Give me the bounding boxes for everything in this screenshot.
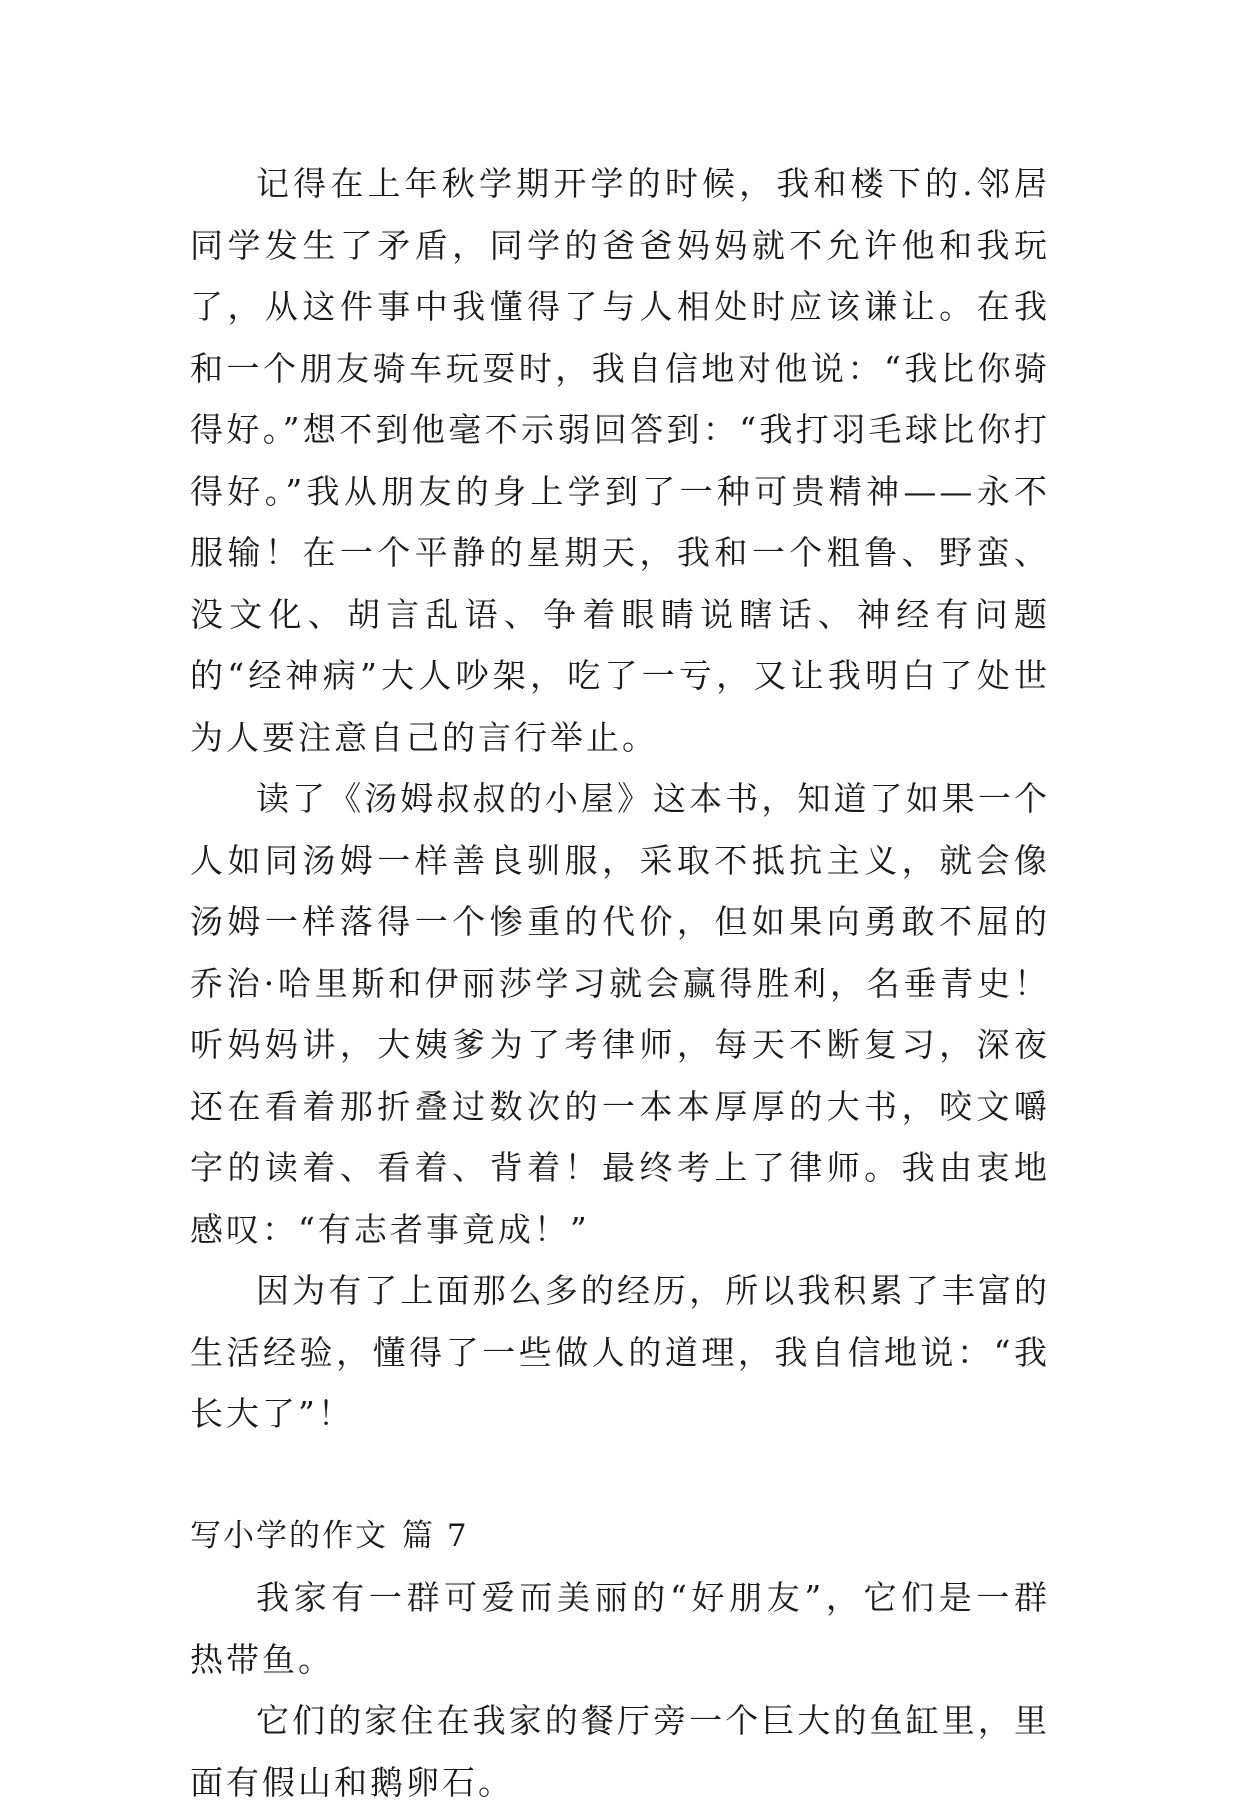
section-heading-title: 写小学的作文	[190, 1517, 388, 1554]
section-heading-number: 篇 7	[402, 1517, 469, 1554]
paragraph-growing-up-experiences: 记得在上年秋学期开学的时候，我和楼下的.邻居同学发生了矛盾，同学的爸爸妈妈就不允许他和我玩了，从这件事中我懂得了与人相处时应该谦让。在我和一个朋友骑车玩耍时，我自信地对他说：“我比你骑得好。”想不到他毫不示弱回答到：“我打羽毛球比你打得好。”我从朋友的身上学到了一种可贵精神——永不服输！在一个平静的星期天，我和一个粗鲁、野蛮、没文化、胡言乱语、争着眼睛说瞎话、神经有问题的“经神病”大人吵架，吃了一亏，又让我明白了处世为人要注意自己的言行举止。	[190, 164, 1050, 757]
paragraph-tropical-fish-intro: 我家有一群可爱而美丽的“好朋友”，它们是一群热带鱼。	[190, 1578, 1050, 1679]
paragraph-conclusion: 因为有了上面那么多的经历，所以我积累了丰富的生活经验，懂得了一些做人的道理，我自信地说：“我长大了”！	[190, 1271, 1050, 1433]
paragraph-fish-tank: 它们的家住在我家的餐厅旁一个巨大的鱼缸里，里面有假山和鹅卵石。	[190, 1701, 1050, 1802]
paragraph-uncle-toms-cabin: 读了《汤姆叔叔的小屋》这本书，知道了如果一个人如同汤姆一样善良驯服，采取不抵抗主义，就会像汤姆一样落得一个惨重的代价，但如果向勇敢不屈的乔治·哈里斯和伊丽莎学习就会赢得胜利，名垂青史！听妈妈讲，大姨爹为了考律师，每天不断复习，深夜还在看着那折叠过数次的一本本厚厚的大书，咬文嚼字的读着、看着、背着！最终考上了律师。我由衷地感叹：“有志者事竟成！”	[190, 779, 1050, 1249]
section-heading	[190, 1506, 1050, 1568]
section-spacer	[190, 1445, 1050, 1506]
document-body	[190, 153, 1050, 1813]
